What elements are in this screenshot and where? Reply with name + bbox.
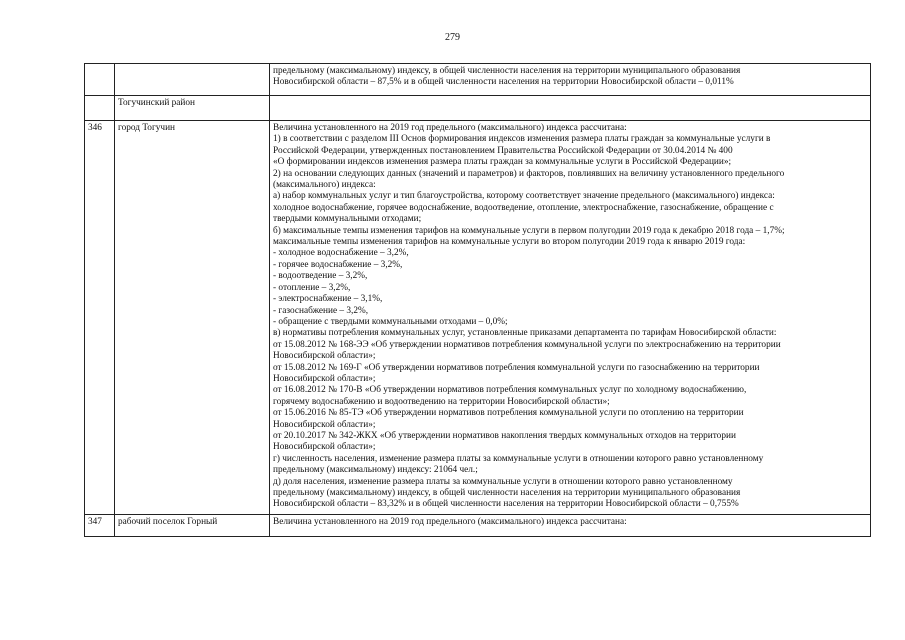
description-line: Российской Федерации, утвержденных постановлением Правительства Российской Федерации от 30.04.2014 № 400 bbox=[273, 145, 733, 156]
description-line: от 15.06.2016 № 85-ТЭ «Об утверждении нормативов потребления коммунальной услуги по отоплению на территории bbox=[273, 408, 744, 419]
description-line: предельному (максимальному) индексу: 21064 чел.; bbox=[273, 465, 478, 476]
description-line: г) численность населения, изменение размера платы за коммунальные услуги в отношении которого равно установленному bbox=[273, 453, 764, 464]
description-line: Новосибирской области»; bbox=[273, 442, 376, 453]
description-line: горячему водоснабжению и водоотведению на территории Новосибирской области»; bbox=[273, 396, 610, 407]
description-line: Величина установленного на 2019 год предельного (максимального) индекса рассчитана: bbox=[273, 516, 627, 527]
description-line: (максимального) индекса: bbox=[273, 180, 376, 191]
description-line: - горячее водоснабжение – 3,2%, bbox=[273, 259, 403, 270]
description-line: Новосибирской области»; bbox=[273, 373, 376, 384]
description-line: 1) в соответствии с разделом III Основ формирования индексов изменения размера платы граждан за коммунальные услуги в bbox=[273, 134, 771, 145]
description-line: Новосибирской области»; bbox=[273, 419, 376, 430]
description-line: Новосибирской области»; bbox=[273, 351, 376, 362]
description-cell bbox=[270, 64, 871, 96]
description-line: - холодное водоснабжение – 3,2%, bbox=[273, 248, 409, 259]
description-line: а) набор коммунальных услуг и тип благоустройства, которому соответствует значение предельного (максимального) индекса: bbox=[273, 191, 775, 202]
description-line: Новосибирской области – 83,32% и в общей численности населения на территории Новосибирской области – 0,755% bbox=[273, 499, 739, 510]
description-line: от 16.08.2012 № 170-В «Об утверждении нормативов потребления коммунальных услуг по холодному водоснабжению, bbox=[273, 385, 747, 396]
table-row-346 bbox=[85, 121, 871, 515]
description-line: в) нормативы потребления коммунальных услуг, установленные приказами департамента по тарифам Новосибирской области: bbox=[273, 328, 777, 339]
table-row-region bbox=[85, 96, 871, 121]
municipality-cell: город Тогучин bbox=[115, 121, 270, 515]
description-cell bbox=[270, 121, 871, 515]
description-line: - отопление – 3,2%, bbox=[273, 282, 351, 293]
municipality-cell bbox=[115, 64, 270, 96]
description-cell bbox=[270, 514, 871, 536]
index-table bbox=[84, 63, 871, 537]
description-line: 2) на основании следующих данных (значений и параметров) и факторов, повлиявших на величину установленного предельного bbox=[273, 168, 785, 179]
row-number-cell: 346 bbox=[85, 121, 115, 515]
description-line: Новосибирской области – 87,5% и в общей численности населения на территории Новосибирской области – 0,011% bbox=[273, 77, 734, 88]
description-line: предельному (максимальному) индексу, в общей численности населения на территории муниципального образования bbox=[273, 66, 741, 76]
description-line: от 20.10.2017 № 342-ЖКХ «Об утверждении нормативов накопления твердых коммунальных отходов на территории bbox=[273, 430, 736, 441]
row-number-cell: 347 bbox=[85, 514, 115, 536]
empty-description-cell bbox=[270, 96, 871, 121]
description-line: д) доля населения, изменение размера платы за коммунальные услуги в отношении которого равно установленному bbox=[273, 476, 733, 487]
row-number-cell bbox=[85, 64, 115, 96]
table-row-347 bbox=[85, 514, 871, 536]
description-line: - газоснабжение – 3,2%, bbox=[273, 305, 369, 316]
description-line: - обращение с твердыми коммунальными отходами – 0,0%; bbox=[273, 316, 508, 327]
description-line: - водоотведение – 3,2%, bbox=[273, 271, 368, 282]
description-line: холодное водоснабжение, горячее водоснабжение, водоотведение, отопление, электроснабжение, газоснабжение, обращение с bbox=[273, 202, 774, 213]
description-line: Величина установленного на 2019 год предельного (максимального) индекса рассчитана: bbox=[273, 123, 627, 133]
page-number: 279 bbox=[445, 32, 460, 43]
description-line: максимальные темпы изменения тарифов на коммунальные услуги во втором полугодии 2019 года к январю 2019 года: bbox=[273, 237, 746, 248]
description-line: от 15.08.2012 № 168-ЭЭ «Об утверждении нормативов потребления коммунальной услуги по электроснабжению на территории bbox=[273, 339, 781, 350]
description-line: твердыми коммунальными отходами; bbox=[273, 214, 422, 225]
table-row-continuation bbox=[85, 64, 871, 96]
description-line: от 15.08.2012 № 169-Г «Об утверждении нормативов потребления коммунальной услуги по газоснабжению на территории bbox=[273, 362, 760, 373]
region-name-cell: Тогучинский район bbox=[115, 96, 270, 121]
description-line: б) максимальные темпы изменения тарифов на коммунальные услуги в первом полугодии 2019 года к декабрю 2018 года – 1,7%; bbox=[273, 225, 785, 236]
municipality-cell: рабочий поселок Горный bbox=[115, 514, 270, 536]
description-line: «О формировании индексов изменения размера платы граждан за коммунальные услуги в Российской Федерации»; bbox=[273, 157, 732, 168]
description-line: предельному (максимальному) индексу, в общей численности населения на территории муниципального образования bbox=[273, 488, 741, 498]
description-line: - электроснабжение – 3,1%, bbox=[273, 294, 383, 305]
row-number-cell bbox=[85, 96, 115, 121]
